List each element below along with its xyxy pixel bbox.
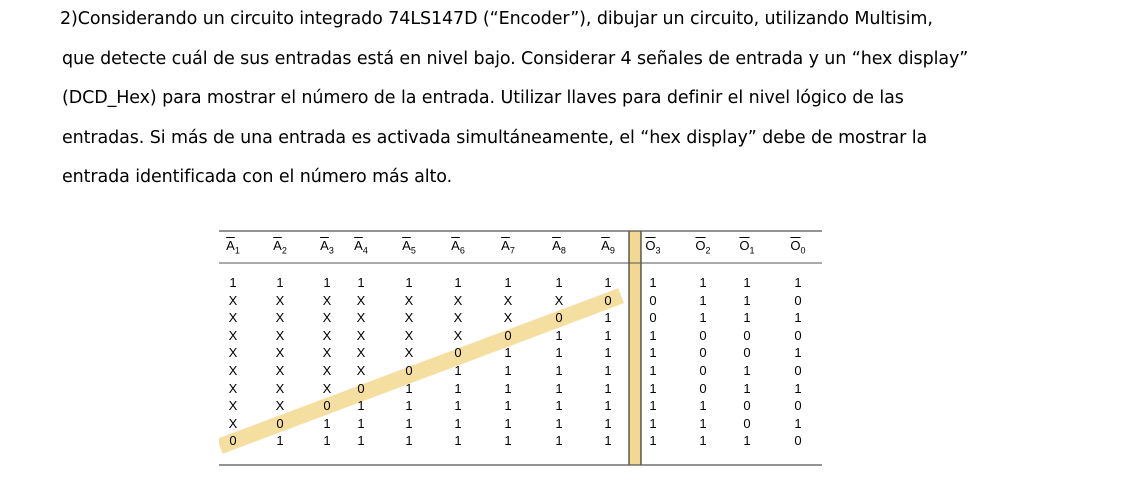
table-cell: 0 <box>405 363 413 378</box>
table-cell: X <box>356 292 366 308</box>
table-cell: 0 <box>699 380 707 396</box>
table-cell: X <box>228 380 238 396</box>
table-cell: X <box>356 345 366 361</box>
table-cell: 0 <box>699 363 707 378</box>
table-cell: 1 <box>504 345 512 361</box>
table-cell: X <box>275 363 285 378</box>
column-header-letter: $\overline{A}$ <box>501 238 510 253</box>
table-cell: 0 <box>794 398 802 414</box>
column-header-letter: $\overline{A}$ <box>451 238 460 253</box>
table-cell: 1 <box>699 398 707 414</box>
table-cell: X <box>404 327 414 343</box>
table-cell: 1 <box>504 415 512 431</box>
column-header-letter: $\overline{O}$ <box>790 238 801 253</box>
table-cell: 1 <box>649 275 657 290</box>
table-cell: 1 <box>649 363 657 378</box>
encoder-truth-table <box>219 227 822 467</box>
table-cell: 1 <box>604 433 612 449</box>
table-cell: 1 <box>794 275 802 290</box>
column-header <box>213 238 253 258</box>
table-cell: 1 <box>276 275 284 290</box>
table-cell: 0 <box>794 292 802 308</box>
table-cell: 1 <box>649 380 657 396</box>
table-cell: 0 <box>743 415 751 431</box>
table-cell: 1 <box>323 433 331 449</box>
table-cell: X <box>275 310 285 326</box>
table-cell: 1 <box>794 415 802 431</box>
table-cell: 0 <box>794 363 802 378</box>
problem-statement <box>62 0 1142 198</box>
column-header <box>389 238 429 258</box>
table-cell: 1 <box>604 345 612 361</box>
table-cell: 0 <box>504 327 512 343</box>
table-cell: X <box>275 345 285 361</box>
column-header-subscript: 6 <box>459 245 465 256</box>
table-cell: 1 <box>323 275 331 290</box>
table-cell: 0 <box>649 310 657 326</box>
column-header-subscript: 2 <box>705 245 711 256</box>
statement-line-3: (DCD_Hex) para mostrar el número de la entrada. Utilizar llaves para definir el nivel lógico de las <box>62 88 904 108</box>
column-header-letter: $\overline{A}$ <box>273 238 282 253</box>
table-cell: 1 <box>405 380 413 396</box>
table-cell: 1 <box>323 415 331 431</box>
table-cell: 1 <box>405 398 413 414</box>
column-header-subscript: 7 <box>509 245 515 256</box>
table-cell: 0 <box>794 433 802 449</box>
table-cell: 1 <box>555 398 563 414</box>
table-cell: 0 <box>323 398 331 414</box>
table-cell: 1 <box>649 398 657 414</box>
table-cell: 1 <box>699 433 707 449</box>
table-cell: X <box>503 310 513 326</box>
column-header <box>539 238 579 258</box>
table-cell: 1 <box>649 415 657 431</box>
table-cell: 1 <box>405 275 413 290</box>
column-header <box>778 238 818 258</box>
table-cell: X <box>453 327 463 343</box>
column-header-letter: $\overline{A}$ <box>402 238 411 253</box>
column-header-subscript: 8 <box>560 245 566 256</box>
column-header <box>683 238 723 258</box>
table-cell: 1 <box>454 433 462 449</box>
statement-line-1: 2)Considerando un circuito integrado 74LS147D (“Encoder”), dibujar un circuito, utilizando Multisim, <box>60 9 933 29</box>
table-cell: X <box>404 310 414 326</box>
column-header-subscript: 4 <box>362 245 368 256</box>
column-header-subscript: 3 <box>328 245 334 256</box>
table-cell: X <box>554 292 564 308</box>
column-header-letter: $\overline{A}$ <box>552 238 561 253</box>
table-cell: 0 <box>649 292 657 308</box>
table-cell: 1 <box>504 398 512 414</box>
table-cell: 1 <box>604 380 612 396</box>
table-cell: 1 <box>794 345 802 361</box>
table-cell: X <box>356 310 366 326</box>
table-cell: 1 <box>504 363 512 378</box>
column-header <box>633 238 673 258</box>
column-header-subscript: 2 <box>281 245 287 256</box>
table-cell: 0 <box>276 415 284 431</box>
table-cell: X <box>356 327 366 343</box>
table-cell: X <box>322 327 332 343</box>
table-cell: 1 <box>649 433 657 449</box>
table-cell: 1 <box>743 292 751 308</box>
column-header-subscript: 0 <box>800 245 806 256</box>
column-header-subscript: 1 <box>749 245 755 256</box>
table-cell: 1 <box>604 363 612 378</box>
table-cell: 0 <box>794 327 802 343</box>
table-cell: 1 <box>555 345 563 361</box>
column-header-letter: $\overline{O}$ <box>739 238 750 253</box>
table-cell: 1 <box>357 415 365 431</box>
table-cell: 1 <box>555 327 563 343</box>
table-cell: X <box>275 327 285 343</box>
table-cell: 1 <box>357 275 365 290</box>
table-cell: 0 <box>604 292 612 308</box>
table-cell: 1 <box>743 433 751 449</box>
table-cell: 1 <box>555 363 563 378</box>
table-cell: 1 <box>649 327 657 343</box>
column-header <box>588 238 628 258</box>
column-header <box>488 238 528 258</box>
column-header-subscript: 1 <box>234 245 240 256</box>
table-cell: 1 <box>555 380 563 396</box>
table-cell: 0 <box>743 398 751 414</box>
table-cell: 1 <box>454 363 462 378</box>
table-cell: X <box>275 398 285 414</box>
column-header <box>438 238 478 258</box>
table-cell: X <box>228 345 238 361</box>
table-cell: 0 <box>699 327 707 343</box>
table-cell: X <box>275 380 285 396</box>
table-cell: 1 <box>699 415 707 431</box>
table-cell: 1 <box>504 275 512 290</box>
table-cell: X <box>503 292 513 308</box>
table-cell: 1 <box>699 310 707 326</box>
column-header-subscript: 5 <box>410 245 416 256</box>
column-header-letter: $\overline{A}$ <box>354 238 363 253</box>
table-cell: 1 <box>743 310 751 326</box>
column-header <box>727 238 767 258</box>
table-cell: X <box>356 363 366 378</box>
column-header-letter: $\overline{O}$ <box>695 238 706 253</box>
table-cell: 1 <box>454 398 462 414</box>
table-cell: 1 <box>794 380 802 396</box>
table-cell: 1 <box>405 415 413 431</box>
table-cell: X <box>453 310 463 326</box>
column-header-subscript: 3 <box>655 245 661 256</box>
table-cell: 1 <box>276 433 284 449</box>
table-cell: 1 <box>555 433 563 449</box>
table-cell: 0 <box>357 380 365 396</box>
table-cell: 1 <box>699 292 707 308</box>
column-header-letter: $\overline{A}$ <box>226 238 235 253</box>
table-cell: X <box>275 292 285 308</box>
table-cell: 0 <box>454 345 462 361</box>
table-cell: 0 <box>229 433 237 449</box>
table-cell: X <box>322 363 332 378</box>
table-cell: X <box>322 345 332 361</box>
statement-line-5: entrada identificada con el número más alto. <box>62 167 453 187</box>
statement-line-2: que detecte cuál de sus entradas está en nivel bajo. Considerar 4 señales de entrada y un “hex display” <box>62 48 969 69</box>
statement-line-4: entradas. Si más de una entrada es activada simultáneamente, el “hex display” debe de mostrar la <box>62 127 928 148</box>
table-cell: X <box>228 415 238 431</box>
column-header-subscript: 9 <box>609 245 615 256</box>
table-cell: X <box>228 398 238 414</box>
table-cell: 1 <box>794 310 802 326</box>
table-cell: 1 <box>454 415 462 431</box>
table-cell: 1 <box>555 415 563 431</box>
table-cell: 1 <box>649 345 657 361</box>
table-cell: 1 <box>405 433 413 449</box>
table-cell: 1 <box>504 380 512 396</box>
table-cell: X <box>322 380 332 396</box>
table-cell: X <box>322 292 332 308</box>
table-cell: X <box>453 292 463 308</box>
column-header <box>260 238 300 258</box>
column-header <box>341 238 381 258</box>
table-cell: 1 <box>357 433 365 449</box>
table-cell: 1 <box>229 275 237 290</box>
table-cell: 1 <box>604 415 612 431</box>
table-cell: 1 <box>504 433 512 449</box>
table-cell: X <box>404 292 414 308</box>
table-cell: 0 <box>743 345 751 361</box>
table-cell: 1 <box>604 275 612 290</box>
table-cell: 1 <box>699 275 707 290</box>
table-cell: 0 <box>743 327 751 343</box>
table-cell: 1 <box>604 310 612 326</box>
table-cell: X <box>404 345 414 361</box>
table-cell: 0 <box>555 310 563 326</box>
table-cell: 1 <box>454 275 462 290</box>
table-cell: X <box>228 363 238 378</box>
table-cell: 1 <box>743 363 751 378</box>
table-cell: 1 <box>357 398 365 414</box>
table-cell: X <box>322 310 332 326</box>
table-cell: 1 <box>743 275 751 290</box>
table-cell: X <box>228 292 238 308</box>
table-cell: 1 <box>604 327 612 343</box>
table-cell: 1 <box>454 380 462 396</box>
table-cell: X <box>228 327 238 343</box>
table-cell: 1 <box>604 398 612 414</box>
table-cell: X <box>228 310 238 326</box>
column-header-letter: $\overline{A}$ <box>601 238 610 253</box>
table-cell: 1 <box>555 275 563 290</box>
column-header-letter: $\overline{A}$ <box>320 238 329 253</box>
table-cell: 1 <box>743 380 751 396</box>
table-cell: 0 <box>699 345 707 361</box>
column-header-letter: $\overline{O}$ <box>645 238 656 253</box>
